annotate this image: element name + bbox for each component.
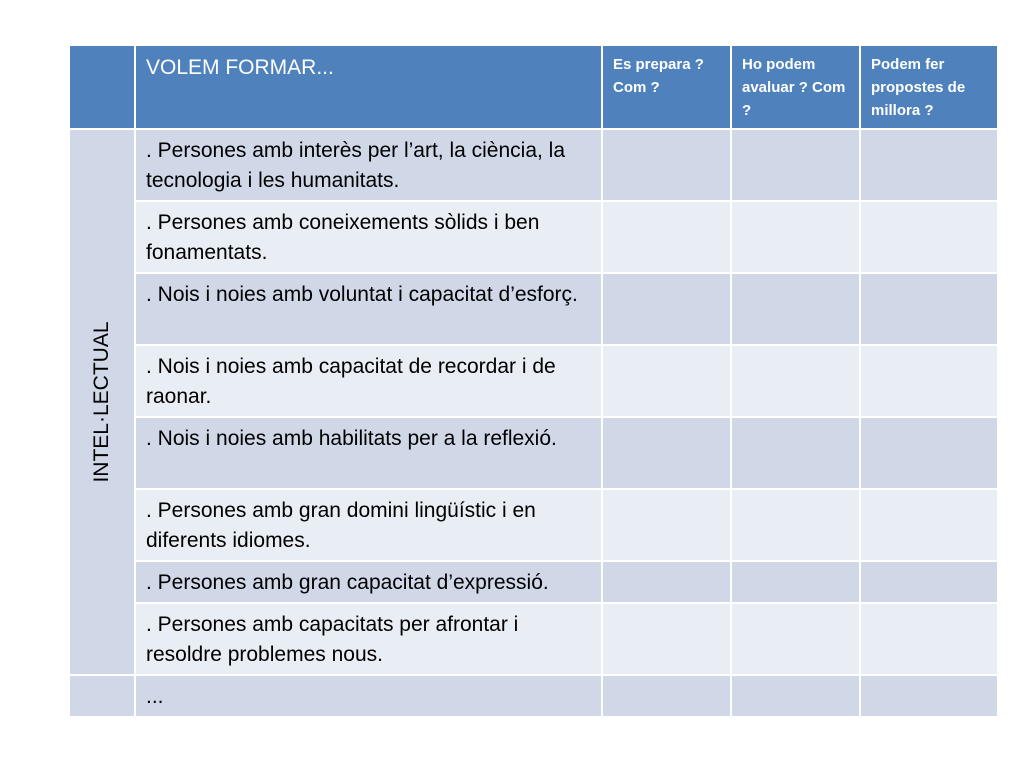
row-text: . Nois i noies amb habilitats per a la reflexió. (135, 417, 602, 489)
empty-cell (731, 561, 860, 603)
table-row (69, 345, 998, 417)
table-row (69, 273, 998, 345)
empty-cell (602, 603, 731, 675)
category-label: INTEL·LECTUAL (90, 321, 113, 483)
empty-cell (731, 603, 860, 675)
header-prepare: Es prepara ? Com ? (602, 45, 731, 129)
empty-cell (860, 675, 998, 717)
assessment-table (68, 44, 999, 718)
empty-cell (860, 561, 998, 603)
row-text: . Persones amb coneixements sòlids i ben fonamentats. (135, 201, 602, 273)
empty-cell (602, 561, 731, 603)
row-text: . Nois i noies amb voluntat i capacitat d’esforç. (135, 273, 602, 345)
empty-cell (602, 417, 731, 489)
table-row (69, 417, 998, 489)
empty-cell (602, 345, 731, 417)
table-row (69, 675, 998, 717)
row-text: . Persones amb gran domini lingüístic i en diferents idiomes. (135, 489, 602, 561)
empty-cell (602, 489, 731, 561)
header-row (69, 45, 998, 129)
empty-cell (860, 603, 998, 675)
header-empty-cell (69, 45, 135, 129)
empty-cell (860, 345, 998, 417)
empty-cell (860, 201, 998, 273)
row-text: . Persones amb gran capacitat d’expressió. (135, 561, 602, 603)
empty-cell (602, 273, 731, 345)
empty-cell (860, 129, 998, 201)
table-row (69, 603, 998, 675)
category-cell (69, 129, 135, 675)
row-text: . Nois i noies amb capacitat de recordar i de raonar. (135, 345, 602, 417)
empty-cell (602, 129, 731, 201)
row-text: ... (135, 675, 602, 717)
header-improve: Podem fer propostes de millora ? (860, 45, 998, 129)
header-evaluate: Ho podem avaluar ? Com ? (731, 45, 860, 129)
empty-cell (731, 345, 860, 417)
table-row (69, 561, 998, 603)
empty-cell (731, 273, 860, 345)
empty-cell (731, 675, 860, 717)
empty-cell (860, 417, 998, 489)
empty-cell (860, 489, 998, 561)
empty-cell (69, 675, 135, 717)
row-text: . Persones amb interès per l’art, la ciència, la tecnologia i les humanitats. (135, 129, 602, 201)
empty-cell (602, 201, 731, 273)
header-main: VOLEM FORMAR... (135, 45, 602, 129)
empty-cell (731, 201, 860, 273)
table-row (69, 201, 998, 273)
row-text: . Persones amb capacitats per afrontar i resoldre problemes nous. (135, 603, 602, 675)
empty-cell (731, 489, 860, 561)
empty-cell (860, 273, 998, 345)
empty-cell (602, 675, 731, 717)
empty-cell (731, 417, 860, 489)
empty-cell (731, 129, 860, 201)
table-row (69, 489, 998, 561)
table-row (69, 129, 998, 201)
